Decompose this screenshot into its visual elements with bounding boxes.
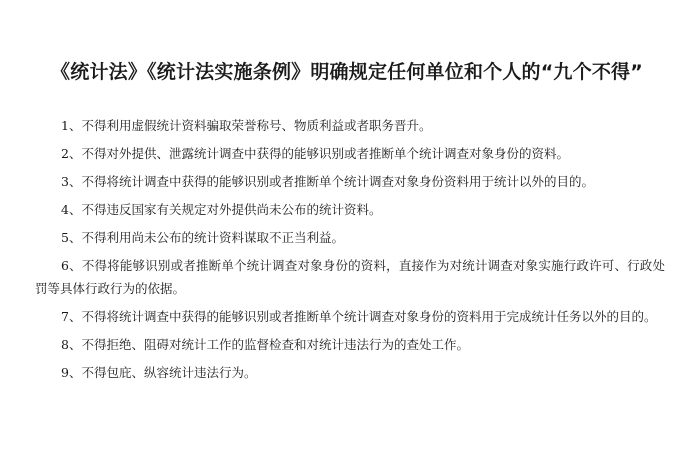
document-title: 《统计法》《统计法实施条例》明确规定任何单位和个人的“九个不得” <box>51 61 643 83</box>
rule-item-1: 1、不得利用虚假统计资料骗取荣誉称号、物质利益或者职务晋升。 <box>61 118 432 133</box>
rule-item-6: 6、不得将能够识别或者推断单个统计调查对象身份的资料，直接作为对统计调查对象实施行政许可、行政处罚等具体行政行为的依据。 <box>35 258 665 296</box>
rule-item-7: 7、不得将统计调查中获得的能够识别或者推断单个统计调查对象身份的资料用于完成统计任务以外的目的。 <box>61 309 657 324</box>
rule-item-4: 4、不得违反国家有关规定对外提供尚未公布的统计资料。 <box>61 202 382 217</box>
rule-item-8: 8、不得拒绝、阻碍对统计工作的监督检查和对统计违法行为的查处工作。 <box>61 337 469 352</box>
rule-item-2: 2、不得对外提供、泄露统计调查中获得的能够识别或者推断单个统计调查对象身份的资料。 <box>61 146 569 161</box>
rule-item-3: 3、不得将统计调查中获得的能够识别或者推断单个统计调查对象身份资料用于统计以外的目的。 <box>61 174 594 189</box>
rule-item-5: 5、不得利用尚未公布的统计资料谋取不正当利益。 <box>61 230 344 245</box>
rules-list <box>35 114 665 389</box>
rule-item-9: 9、不得包庇、纵容统计违法行为。 <box>61 365 257 380</box>
